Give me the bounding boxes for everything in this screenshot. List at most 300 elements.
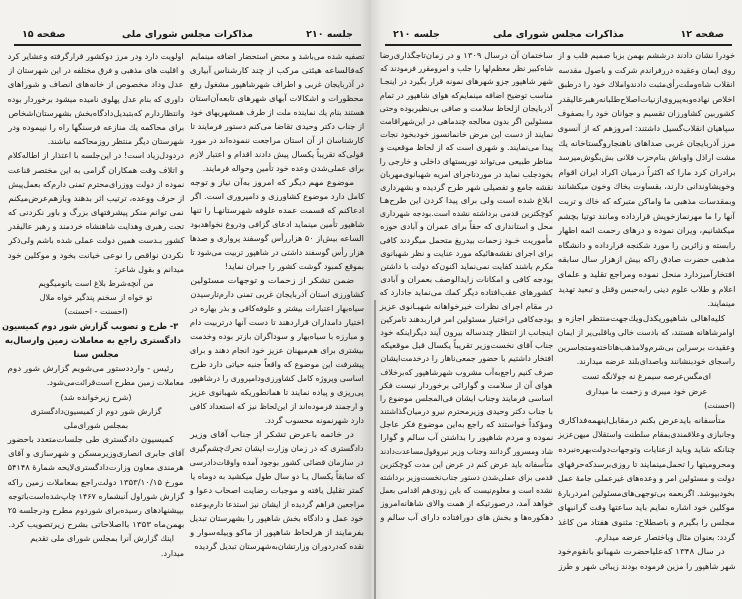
line-text: نشده است و معلوم‌نیست که باین زودی‌هم اقدامی بعمل bbox=[380, 486, 553, 496]
text-line bbox=[190, 428, 364, 442]
text-line bbox=[558, 78, 735, 93]
line-text: مذهبی حضرت صادق راکه بیش ازهزار سال سابقه bbox=[558, 255, 735, 265]
line-text: شهر شاهپور جزو شهرهای نمونه قرار بگیرد در اینجـا bbox=[380, 77, 553, 87]
text-line bbox=[558, 516, 735, 531]
text-line bbox=[190, 344, 364, 358]
text-line bbox=[380, 194, 553, 207]
text-line bbox=[8, 433, 184, 447]
page-number: صفحه ۱۵ bbox=[22, 29, 66, 40]
text-line bbox=[380, 511, 553, 524]
line-text: دارد شهرنمونه محسوب گردد. bbox=[264, 416, 364, 425]
text-line bbox=[190, 302, 364, 316]
line-text: کلیه‌اهالی شاهپوریکدل‌ویك‌جهت‌منتظر اجازه و bbox=[558, 313, 725, 323]
text-line bbox=[190, 204, 364, 218]
line-text: در سازمان قضائی کشور بوجود آمده واوقات‌دادرسی bbox=[190, 458, 364, 467]
text-line bbox=[190, 78, 364, 92]
line-text: گردد: بعنوان مثال وباختصار عرضه میدارم. bbox=[594, 532, 735, 542]
line-text: ابلاغ شده است ولی برای پیدا کردن این طرح‌هـا bbox=[380, 196, 553, 206]
line-text: مینمایند. bbox=[707, 299, 735, 309]
line-text: وخویشاوندانی دارند، بقساوت بخاك وخون میکشانند bbox=[558, 182, 735, 192]
text-line bbox=[190, 148, 364, 162]
line-text: الساعه بیش‌از ۵۰ هزاررأس گوسفند پرواری و صدها bbox=[190, 234, 364, 243]
line-text: خود عمل و دادگاه بخش شاهپور را بشهرستان تبدیل bbox=[190, 514, 364, 523]
text-line bbox=[380, 392, 553, 405]
line-text: محل و استانداری که حقاً برای عمران و آبادی حوزه bbox=[380, 222, 553, 232]
text-line bbox=[380, 181, 553, 194]
session-number: جلسه ۲۱۰ bbox=[306, 29, 353, 40]
line-text: تو خواه از سخنم پندگیر خواه ملال bbox=[39, 293, 153, 303]
text-line bbox=[380, 431, 553, 444]
line-text: رئیس - وارددستور می‌شویم گزارش شور دوم bbox=[7, 364, 174, 374]
text-line bbox=[190, 386, 364, 400]
text-line bbox=[380, 62, 553, 75]
line-text: کامل دارد موضوع کشاورزی و دامپروری است. اگر bbox=[190, 192, 364, 201]
text-line bbox=[190, 64, 364, 78]
line-text: برای محاکمه یك منازعه فرسنگها راه را نپیموده ودر bbox=[8, 122, 184, 132]
text-line bbox=[558, 180, 735, 195]
text-line bbox=[380, 128, 553, 141]
text-line bbox=[380, 234, 553, 247]
text-line bbox=[558, 49, 735, 64]
text-line bbox=[8, 547, 184, 561]
text-line bbox=[380, 260, 553, 273]
line-text: ادعاکنم که قسمت عمده علوفه شهرستانهـا را تنها bbox=[190, 206, 364, 215]
text-line bbox=[190, 176, 364, 190]
text-line bbox=[8, 249, 184, 263]
line-text: و مبارزه با سیاه‌بهار و سوداگران بازتر بوده وخدمت bbox=[190, 332, 364, 341]
page-header bbox=[14, 27, 361, 43]
text-line bbox=[190, 92, 364, 106]
line-text: خواهد آمد، درصورتیکه از همت والای شاهانه‌امروز bbox=[380, 499, 553, 509]
text-line bbox=[8, 164, 184, 178]
text-line bbox=[190, 246, 364, 260]
line-text: دادگستری که در زمان وزارت ایشان تحرك‌چشم‌گیری bbox=[190, 444, 364, 453]
line-text: گزارش شوراول آنبشماره ۱۴۶۷ چاپ‌شده‌است‌باتوجه bbox=[8, 491, 184, 501]
line-text: مکرم باشند کفایت نمی‌نماید اکنون‌که دولت با داشتن bbox=[380, 262, 553, 271]
line-text: افتخارآمیزدارد منحل نموده ومراجع تقلید و علمای bbox=[558, 269, 735, 279]
line-text: نکردن نواقص را نوعی خیانت بخود و موکلین خود bbox=[8, 250, 184, 260]
text-line bbox=[8, 78, 184, 92]
text-line bbox=[190, 274, 364, 288]
line-text: عرض خود میبری و زحمت ما میداری bbox=[585, 386, 708, 396]
line-text: متأسفانه باید عرض کنم در عرض این مدت کوچکترین bbox=[380, 459, 553, 469]
line-text: وعقیدت برسراین بی‌شرم‌ولامذهب‌هاتاخته‌ومتجاسرین bbox=[558, 342, 735, 352]
line-text: هرمندی معاون وزارت‌دادگستری‌لایحه شمارهٔ ۵۴۱۴۸ bbox=[8, 463, 184, 473]
line-text: برای اجرای نقشه‌هائیکه مورد عنایت و نظر شهبانوی bbox=[380, 248, 553, 258]
text-line bbox=[558, 560, 735, 575]
line-text: برادران کرد مارا که اکثراً درمیان اکراد ایران اقوام bbox=[558, 167, 735, 177]
text-line bbox=[380, 326, 553, 339]
text-column-left bbox=[1, 50, 185, 561]
line-text: مجلس را بگیرم و باصطلاح: مثنوی هفتاد من کاغذ bbox=[558, 518, 735, 527]
line-text: دولت و مسئولین امر و وعده‌های غیرعملی جامهٔ عمل bbox=[558, 474, 735, 484]
line-text: ومحرومیتها را تحمل‌مینمایند تا روزی‌برسدکه‌حرفهای bbox=[558, 459, 735, 469]
line-text: اختیار دامداران قراردهند تا دست آنها درتربیت دام bbox=[189, 318, 364, 327]
text-line bbox=[8, 64, 184, 78]
text-line bbox=[558, 224, 735, 239]
line-text: که سابقاً یکسال یـا دو سال طول میکشید به دوماه یا bbox=[190, 472, 364, 481]
text-line bbox=[8, 419, 184, 433]
text-line bbox=[380, 89, 553, 102]
text-line bbox=[8, 391, 184, 405]
text-line bbox=[190, 50, 364, 64]
line-text: متأسفانه بایدعرض بکنم درمقابل‌اینهمه‌فداکاری bbox=[558, 415, 725, 425]
text-line bbox=[8, 234, 184, 248]
text-line bbox=[190, 288, 364, 302]
session-number: جلسه ۲۱۰ bbox=[393, 29, 440, 40]
text-line bbox=[558, 385, 735, 400]
line-text: هوای آن از سلامت و گوارائی برخوردار نیست فکر bbox=[380, 380, 553, 390]
line-text: که‌فالساعه هیئتی مرکب از چند کارشناس آبیاری bbox=[190, 66, 364, 75]
line-text: تصفیه شده می‌باشد و محض استحضار اضافه مینمایم bbox=[190, 52, 364, 61]
text-line bbox=[190, 316, 364, 330]
line-text: اعلام و طلاب علوم دینی رابه‌حبس وقتل و تبعید تهدید bbox=[558, 284, 735, 294]
line-text: عدل وداد مخصوص از خانه‌های انصاف و شوراهای bbox=[7, 80, 184, 90]
text-line bbox=[558, 166, 735, 181]
line-text: میدانم و بقول شاعر: bbox=[114, 264, 184, 274]
text-line bbox=[8, 178, 184, 192]
line-text: و ارجمند فرموده‌اند از این‌لحاظ نیز که استعداد کافی bbox=[190, 402, 364, 411]
text-line bbox=[190, 442, 364, 456]
text-line bbox=[8, 362, 184, 376]
line-text: بخودبپوشد. اگربعمه بی‌توجهی‌های‌مسئولین امردربارهٔ bbox=[558, 488, 735, 498]
text-line bbox=[558, 531, 735, 546]
text-line bbox=[8, 277, 184, 291]
text-line bbox=[8, 220, 184, 234]
text-line bbox=[8, 532, 184, 546]
line-text: گزارش شور دوم از کمیسیون‌دادگستری bbox=[30, 406, 162, 416]
text-line bbox=[8, 504, 184, 518]
line-text: مشت اراذل واوباش بنام‌حزب فلانی بش‌بگوش‌میرسد bbox=[558, 153, 735, 163]
publication-title: مذاکرات مجلس شورای ملی bbox=[122, 29, 253, 40]
text-line bbox=[558, 370, 735, 385]
line-text: نقده که‌دردوران وزارتشان‌به‌شهرستان تبدیل گردیده bbox=[194, 542, 364, 551]
page-number: صفحه ۱۲ bbox=[680, 29, 724, 40]
text-line bbox=[558, 122, 735, 137]
text-line bbox=[558, 297, 735, 312]
text-line bbox=[190, 470, 364, 484]
text-line bbox=[8, 405, 184, 419]
line-text: معاملات زمین مطرح است‌قرائت‌می‌شود. bbox=[46, 378, 184, 388]
text-line bbox=[558, 239, 735, 254]
text-line bbox=[8, 93, 184, 107]
text-line bbox=[558, 399, 735, 414]
line-text: بیشتری برای هم‌میهنان عزیز خود انجام دهند و برای bbox=[190, 346, 364, 355]
line-text: سیاه‌بهار اعتبارات بیشتر و علوفه‌کافی و بذر بهاره در bbox=[189, 304, 364, 313]
page-header bbox=[385, 27, 732, 43]
text-line bbox=[380, 352, 553, 365]
text-line bbox=[380, 300, 553, 313]
text-line bbox=[558, 107, 735, 122]
text-line bbox=[380, 484, 553, 497]
line-text: و اتلاف وقت همکاران گرامی به این مختصر قناعت bbox=[8, 165, 184, 175]
line-text: بمجلس شورای‌ملی bbox=[63, 420, 129, 430]
line-text: داوری که بنام عدل پهلوی نامیده میشود برخوردار بوده bbox=[8, 94, 184, 104]
line-text: کوچکترین قدمی برداشته نشده است.بودجه شهرداری bbox=[380, 209, 553, 219]
text-line bbox=[380, 220, 553, 233]
line-text: بموقع کمبود گوشت کشور را جبران نماید! bbox=[224, 262, 364, 271]
line-text: قولی‌که تقریباً یکسال پیش دادند اقدام و اعتبار لازم bbox=[190, 150, 364, 159]
text-line bbox=[558, 355, 735, 370]
line-text: کشورهای عقب‌افتاده دیگر کمك می‌نماید جادارد که bbox=[380, 288, 553, 298]
text-column-right bbox=[558, 49, 735, 574]
text-line bbox=[190, 400, 364, 414]
text-line bbox=[380, 418, 553, 431]
line-text: خودرا نشان دادند درششم بهمن بزبا صمیم قلب و از bbox=[558, 51, 735, 60]
line-text: جناب آقای نخست‌وزیر تقریباً یکسال قبل موقعیکه bbox=[380, 341, 553, 351]
line-text: مناظر طبیعی می‌تواند توریستهای داخلی و خارجی را bbox=[380, 156, 553, 166]
line-text: مسئولین اگر بدون معالجه چندماهی در این‌شهراقامت bbox=[380, 116, 553, 126]
text-line bbox=[558, 545, 735, 560]
text-line bbox=[558, 151, 735, 166]
text-line bbox=[380, 458, 553, 471]
line-text: دردودل‌زیاد است! در این‌جلسه با اعتذار از اطاله‌کلام bbox=[8, 151, 184, 161]
text-line bbox=[8, 518, 184, 532]
line-text: ساختمان آن درسال ۱۳۰۹ و در زمان‌تاجگذاری‌رضا bbox=[380, 51, 553, 60]
text-line bbox=[380, 366, 553, 379]
line-text: با جناب دکتر وحیدی وزیرمحترم نیرو درمیان‌گذاشتند bbox=[380, 407, 553, 417]
text-line bbox=[190, 484, 364, 498]
text-line bbox=[558, 414, 735, 429]
text-line bbox=[380, 273, 553, 286]
text-line bbox=[380, 102, 553, 115]
line-text: در سال ۱۳۴۸ که‌علیاحضرت شهبانو بانقوم‌خود bbox=[558, 547, 725, 557]
line-text: مراجعین فراهم گردیده از ایشان نیز استدعا دارم‌بوعده bbox=[190, 500, 364, 509]
line-text: شهرستان دیگر منتظر روزمحاکمه نباشند. bbox=[47, 137, 184, 147]
line-text: برای عملی‌شدن وعده خود تأمین وحواله فرمایند. bbox=[202, 164, 364, 173]
line-text: کشوربین کشاورزان تقسیم و جوانان خود را بصفوف bbox=[558, 109, 735, 119]
line-text: آقای جابری انصاری‌وزیرمسکن و شهرسازی و آقای bbox=[8, 449, 184, 459]
text-line bbox=[190, 120, 364, 134]
text-line bbox=[190, 498, 364, 512]
header-rule bbox=[14, 44, 361, 46]
line-text: اساسی فرمایند وجناب ایشان فی‌المجلس موضوع را bbox=[380, 393, 553, 403]
text-line bbox=[380, 75, 553, 88]
text-column-right bbox=[190, 50, 364, 554]
text-column-left bbox=[380, 49, 553, 524]
text-line bbox=[8, 107, 184, 121]
line-text: راسجای خودبنشانند وباصدای‌بلند عرضه میدارند. bbox=[576, 357, 735, 367]
line-text: کمیسیون دادگستری طی جلسات‌متعدد باحضور bbox=[8, 435, 174, 445]
line-text: دهکوره‌ها و بخش های دورافتاده دارای آب سالم و bbox=[380, 512, 553, 522]
text-line bbox=[190, 358, 364, 372]
text-line bbox=[558, 341, 735, 356]
line-text: در خاتمه باعرض تشکر از جناب آقای وزیر bbox=[190, 430, 354, 439]
text-line bbox=[190, 456, 364, 470]
text-line bbox=[380, 49, 553, 62]
text-line bbox=[8, 490, 184, 504]
text-line bbox=[8, 447, 184, 461]
line-text: وبمقدسات مذهبی ما واماکن متبرکه که خاك و تربت bbox=[558, 196, 735, 206]
line-text: کمتر تقلیل یافته و موجبات رضایت اصحاب دعوا و bbox=[190, 486, 364, 495]
text-line bbox=[8, 50, 184, 64]
line-text: موضوع مهم دیگر که امروز به‌آن نیاز و توجه bbox=[190, 178, 354, 187]
text-line bbox=[380, 168, 553, 181]
line-text: در مقام اجرای نظرات خیرخواهانه شهبـانوی عزیز bbox=[380, 301, 553, 311]
text-line bbox=[8, 192, 184, 206]
line-text: پیدا می‌نمایند. و شهری است که از لحاظ موقعیت و bbox=[380, 143, 553, 153]
text-line bbox=[8, 476, 184, 490]
line-text: اساسی وپروژه کامل کشاورزی‌ودامپروری را درشاهپور bbox=[190, 374, 364, 383]
publication-title: مذاکرات مجلس شورای ملی bbox=[493, 29, 624, 40]
line-text: بهمن‌ماه ۱۳۵۳ بااصلاحاتی بشرح زیرتصویب کرد. bbox=[8, 520, 184, 530]
line-text: مأموریت خـود زحمات بیدریغ متحمل میگردند کافی bbox=[380, 235, 553, 245]
line-text: سپاهیان انقلاب‌گسیل داشتند: امروزهم که از آنسوی bbox=[558, 123, 735, 133]
text-line bbox=[558, 283, 735, 298]
text-line bbox=[380, 339, 553, 352]
text-line bbox=[380, 207, 553, 220]
line-text: شاه‌کبیر نظر معظم‌لها را جلب و امرومقرر فرمودند که bbox=[380, 64, 553, 74]
line-text: اخلاص نهاده‌وبه‌پیروی‌ازنیات‌اصلاح‌طلبانه‌رهبرعالیقدر bbox=[558, 94, 735, 104]
line-text: انقلاب شاه‌وملت‌رأی‌مثبت دادندواملاك خود را درطبق bbox=[558, 80, 735, 90]
line-text: ۳- طرح و تصویب گزارش شور دوم کمیسیون bbox=[1, 321, 178, 332]
text-line bbox=[190, 134, 364, 148]
line-text: مورخ ۱۳۵۳/۱۰/۱۵ دولت‌راجع بمعاملات زمین راکه bbox=[8, 477, 184, 487]
line-text: اولویت دارد ودر مرز دوکشور قرارگرفته وعشایر کرد bbox=[8, 52, 184, 61]
line-text: بفرمایند از هرلحاظ شاهپور از ماکو وبیله‌سوار و bbox=[190, 528, 364, 537]
text-line bbox=[380, 286, 553, 299]
text-line bbox=[380, 155, 553, 168]
text-line bbox=[190, 232, 364, 246]
line-text: چنانکه شاید وباید ازعنایات وتوجهات‌دولت‌بهره‌نبرده bbox=[558, 445, 735, 455]
text-line bbox=[380, 115, 553, 128]
line-text: نموده و مردم شاهپور را بداشتن آب سالم و گوارا bbox=[380, 433, 553, 443]
line-text: وانتظاردارم که‌بتبدیل‌دادگاه‌بخش بشهرستان‌اشخاص bbox=[8, 108, 184, 118]
line-text: مناسب توضیح اضافه مینمایم‌که هوای شاهپور در تمام bbox=[380, 90, 553, 100]
line-text: اینجانب از انتظار چندساله بیرون آیند دیگراینکه خود bbox=[380, 327, 553, 337]
line-text: اینك گزارش آنرا بمجلس شورای ملی تقدیم bbox=[30, 534, 174, 544]
line-text: ومؤکداً خواستند که راجع به‌این موضوع فکر عاجل bbox=[380, 420, 553, 430]
text-line bbox=[8, 135, 184, 149]
line-text: پیشرفت این موضوع که واقعاً جنبه حیاتی دارد طرح bbox=[190, 360, 364, 369]
line-text: موکلین خود اشاره نمایم باید ساعتها وقت گرانبهای bbox=[558, 503, 735, 513]
line-text: (شرح زیرخوانده شد) bbox=[60, 392, 132, 402]
line-text: (احسنت - احسنت) bbox=[64, 307, 128, 317]
text-line bbox=[380, 141, 553, 154]
text-line bbox=[380, 405, 553, 418]
text-line bbox=[8, 291, 184, 305]
line-text: شهر شاهپور را مزین فرموده بودند زیبائی شهر و طرز bbox=[558, 561, 735, 571]
line-text: و اقلیت های مذهبی و فرق مختلفه در این شهرستان از bbox=[8, 66, 184, 76]
text-line bbox=[380, 313, 553, 326]
line-text: هستند بنام یك نماینده ملت از طرف همشهریهای خود bbox=[190, 108, 364, 117]
text-line bbox=[190, 372, 364, 386]
text-line bbox=[380, 379, 553, 392]
text-line bbox=[558, 428, 735, 443]
text-line bbox=[190, 218, 364, 232]
text-line bbox=[558, 443, 735, 458]
text-line bbox=[558, 64, 735, 79]
text-line bbox=[8, 376, 184, 390]
line-text: کارشناسان از آن استان مراجعت ننموده‌اند در مورد bbox=[190, 136, 364, 145]
line-text: دادگستری راجع به معاملات زمین وارسال‌به bbox=[5, 335, 182, 346]
line-text: (احسنت) bbox=[704, 401, 735, 411]
line-text: نمایند از دست این مرض خانمانسوز خودبخود نجات bbox=[380, 130, 553, 140]
line-text: هزار رأس گوسفند داشتی در شاهپور تربیت می‌شود تا bbox=[190, 248, 364, 257]
line-text: اوامرشاهانه هستند، که بادست خالی وباقلبی‌پر از ایمان bbox=[558, 328, 735, 338]
text-line bbox=[558, 458, 735, 473]
text-line bbox=[8, 121, 184, 135]
text-line bbox=[380, 497, 553, 510]
line-text: تحت رهبری وهدایت شاهنشاه خردمند و رهبر عالیقدر bbox=[8, 222, 184, 232]
text-line bbox=[380, 445, 553, 458]
text-line bbox=[8, 149, 184, 163]
text-line bbox=[190, 190, 364, 204]
text-line bbox=[558, 312, 735, 327]
line-text: بخودجلب نماید در موردناجرای امریه شهبانوی‌مهربان bbox=[380, 169, 553, 179]
line-text: کشور بـدست همین دولت عملی شده باشم ولی‌ذکر bbox=[8, 236, 184, 246]
line-text: محظورات و اشکالات آبهای شهرهای تابعه‌آن‌استان bbox=[189, 94, 364, 103]
line-text: نقشه جامع و تفصیلی شهر طرح گردیده و بشهرداری bbox=[380, 182, 553, 192]
line-text: آنها را ما مهرنمازخویش قرارداده ومانند توتیا بچشم bbox=[558, 211, 735, 221]
line-text: از جناب دکتر وحیدی تقاضا می‌کنم دستور فرمایند تا bbox=[190, 122, 364, 131]
line-text: در آذربایجان غربی و اطراف شهرشاهپور مشغول رفع bbox=[190, 80, 364, 89]
text-line bbox=[558, 268, 735, 283]
line-text: بودجه کافی و امکانات زایدالوصف بعمران و آبادی bbox=[380, 275, 553, 285]
text-line bbox=[380, 471, 553, 484]
section-heading-line bbox=[1, 320, 184, 334]
text-line bbox=[8, 263, 184, 277]
text-line bbox=[558, 93, 735, 108]
text-line bbox=[190, 260, 364, 274]
text-line bbox=[190, 106, 364, 120]
text-line bbox=[190, 512, 364, 526]
text-line bbox=[8, 305, 184, 319]
right-page bbox=[371, 0, 742, 599]
text-line bbox=[558, 253, 735, 268]
line-text: قدمی برای عملی‌شدن دستور جناب‌نخست‌وزیر برداشته bbox=[380, 473, 553, 482]
line-text: بپیشنهادهای رسیده‌برای شوردوم مطرح ودرجلسه ۲۵ bbox=[8, 506, 185, 515]
line-text: مرز آذربایجان غربی صداهای ناهنجاروگستاخانه یك bbox=[558, 138, 735, 148]
text-line bbox=[190, 162, 364, 176]
line-text: بودجه‌کافی دراختیار مسئولین امر قراربدهند تامرکین bbox=[380, 314, 553, 324]
line-text: شاهپور تأمین مینماید ادعای گزافی ودروغ نخواهدبود bbox=[190, 220, 364, 229]
text-line bbox=[558, 501, 735, 516]
line-text: صرف کنیم راجع‌به‌آب مشروب شهرشاهپور که‌برخلاف bbox=[380, 367, 553, 377]
line-text: شاد ومسرور گردانند وجناب وزیر نیروقول‌مساعدت‌دادند bbox=[380, 446, 553, 456]
line-text: آذربایجان ازلحاظ سلامت و صافی بی‌نظیربوده وحتی bbox=[380, 103, 553, 113]
line-text: پی‌ریزی و پیاده نمایند تا همانطوریکه شهبانوی عزیز bbox=[190, 388, 364, 397]
header-rule bbox=[385, 44, 732, 46]
line-text: میکشانیم، ویران نموده و درهای رحمت ائمه اطهار bbox=[558, 226, 735, 236]
line-text: افتخار داشتیم با حضور جمعی‌ناهار را درخدمت‌ایشان bbox=[380, 354, 553, 364]
text-line bbox=[558, 210, 735, 225]
section-heading-line bbox=[5, 334, 184, 348]
line-text: وجانبازی وعلاقمندی‌بمقام سلطنت واستقلال میهن‌عزیز bbox=[558, 430, 735, 440]
text-line bbox=[558, 195, 735, 210]
line-text: مجلس سنا bbox=[73, 349, 119, 360]
line-text: ای‌مگس‌عرصه سیمرغ نه جولانگه تست bbox=[581, 372, 712, 382]
line-text: نموده از دولت ووزرای‌محترم تمنی دارم‌که بعمل‌پیش bbox=[8, 179, 184, 189]
line-text: من آنچه‌شرط بلاغ است باتومیگویم bbox=[38, 279, 154, 288]
line-text: میدارد. bbox=[160, 548, 184, 558]
text-line bbox=[190, 414, 364, 428]
text-line bbox=[190, 526, 364, 540]
line-text: از حرف ووعده، ترتیب اثر بدهند وبازهم‌عرض‌میکنم bbox=[8, 193, 184, 203]
text-line bbox=[380, 247, 553, 260]
line-text: ضمن تشکر از زحمات و توجهات مسئولین bbox=[190, 276, 354, 285]
line-text: کشاورزی استان آذربایجان غربی تمنی دارم‌تارسیدن bbox=[189, 290, 364, 299]
text-line bbox=[558, 137, 735, 152]
text-line bbox=[190, 330, 364, 344]
text-line bbox=[8, 461, 184, 475]
text-line bbox=[558, 487, 735, 502]
text-line bbox=[558, 326, 735, 341]
line-text: نمی توانم منکر پیشرفتهای بزرگ و باور نکردنی که bbox=[8, 208, 184, 218]
text-line bbox=[558, 472, 735, 487]
text-line bbox=[190, 540, 364, 554]
text-line bbox=[8, 206, 184, 220]
